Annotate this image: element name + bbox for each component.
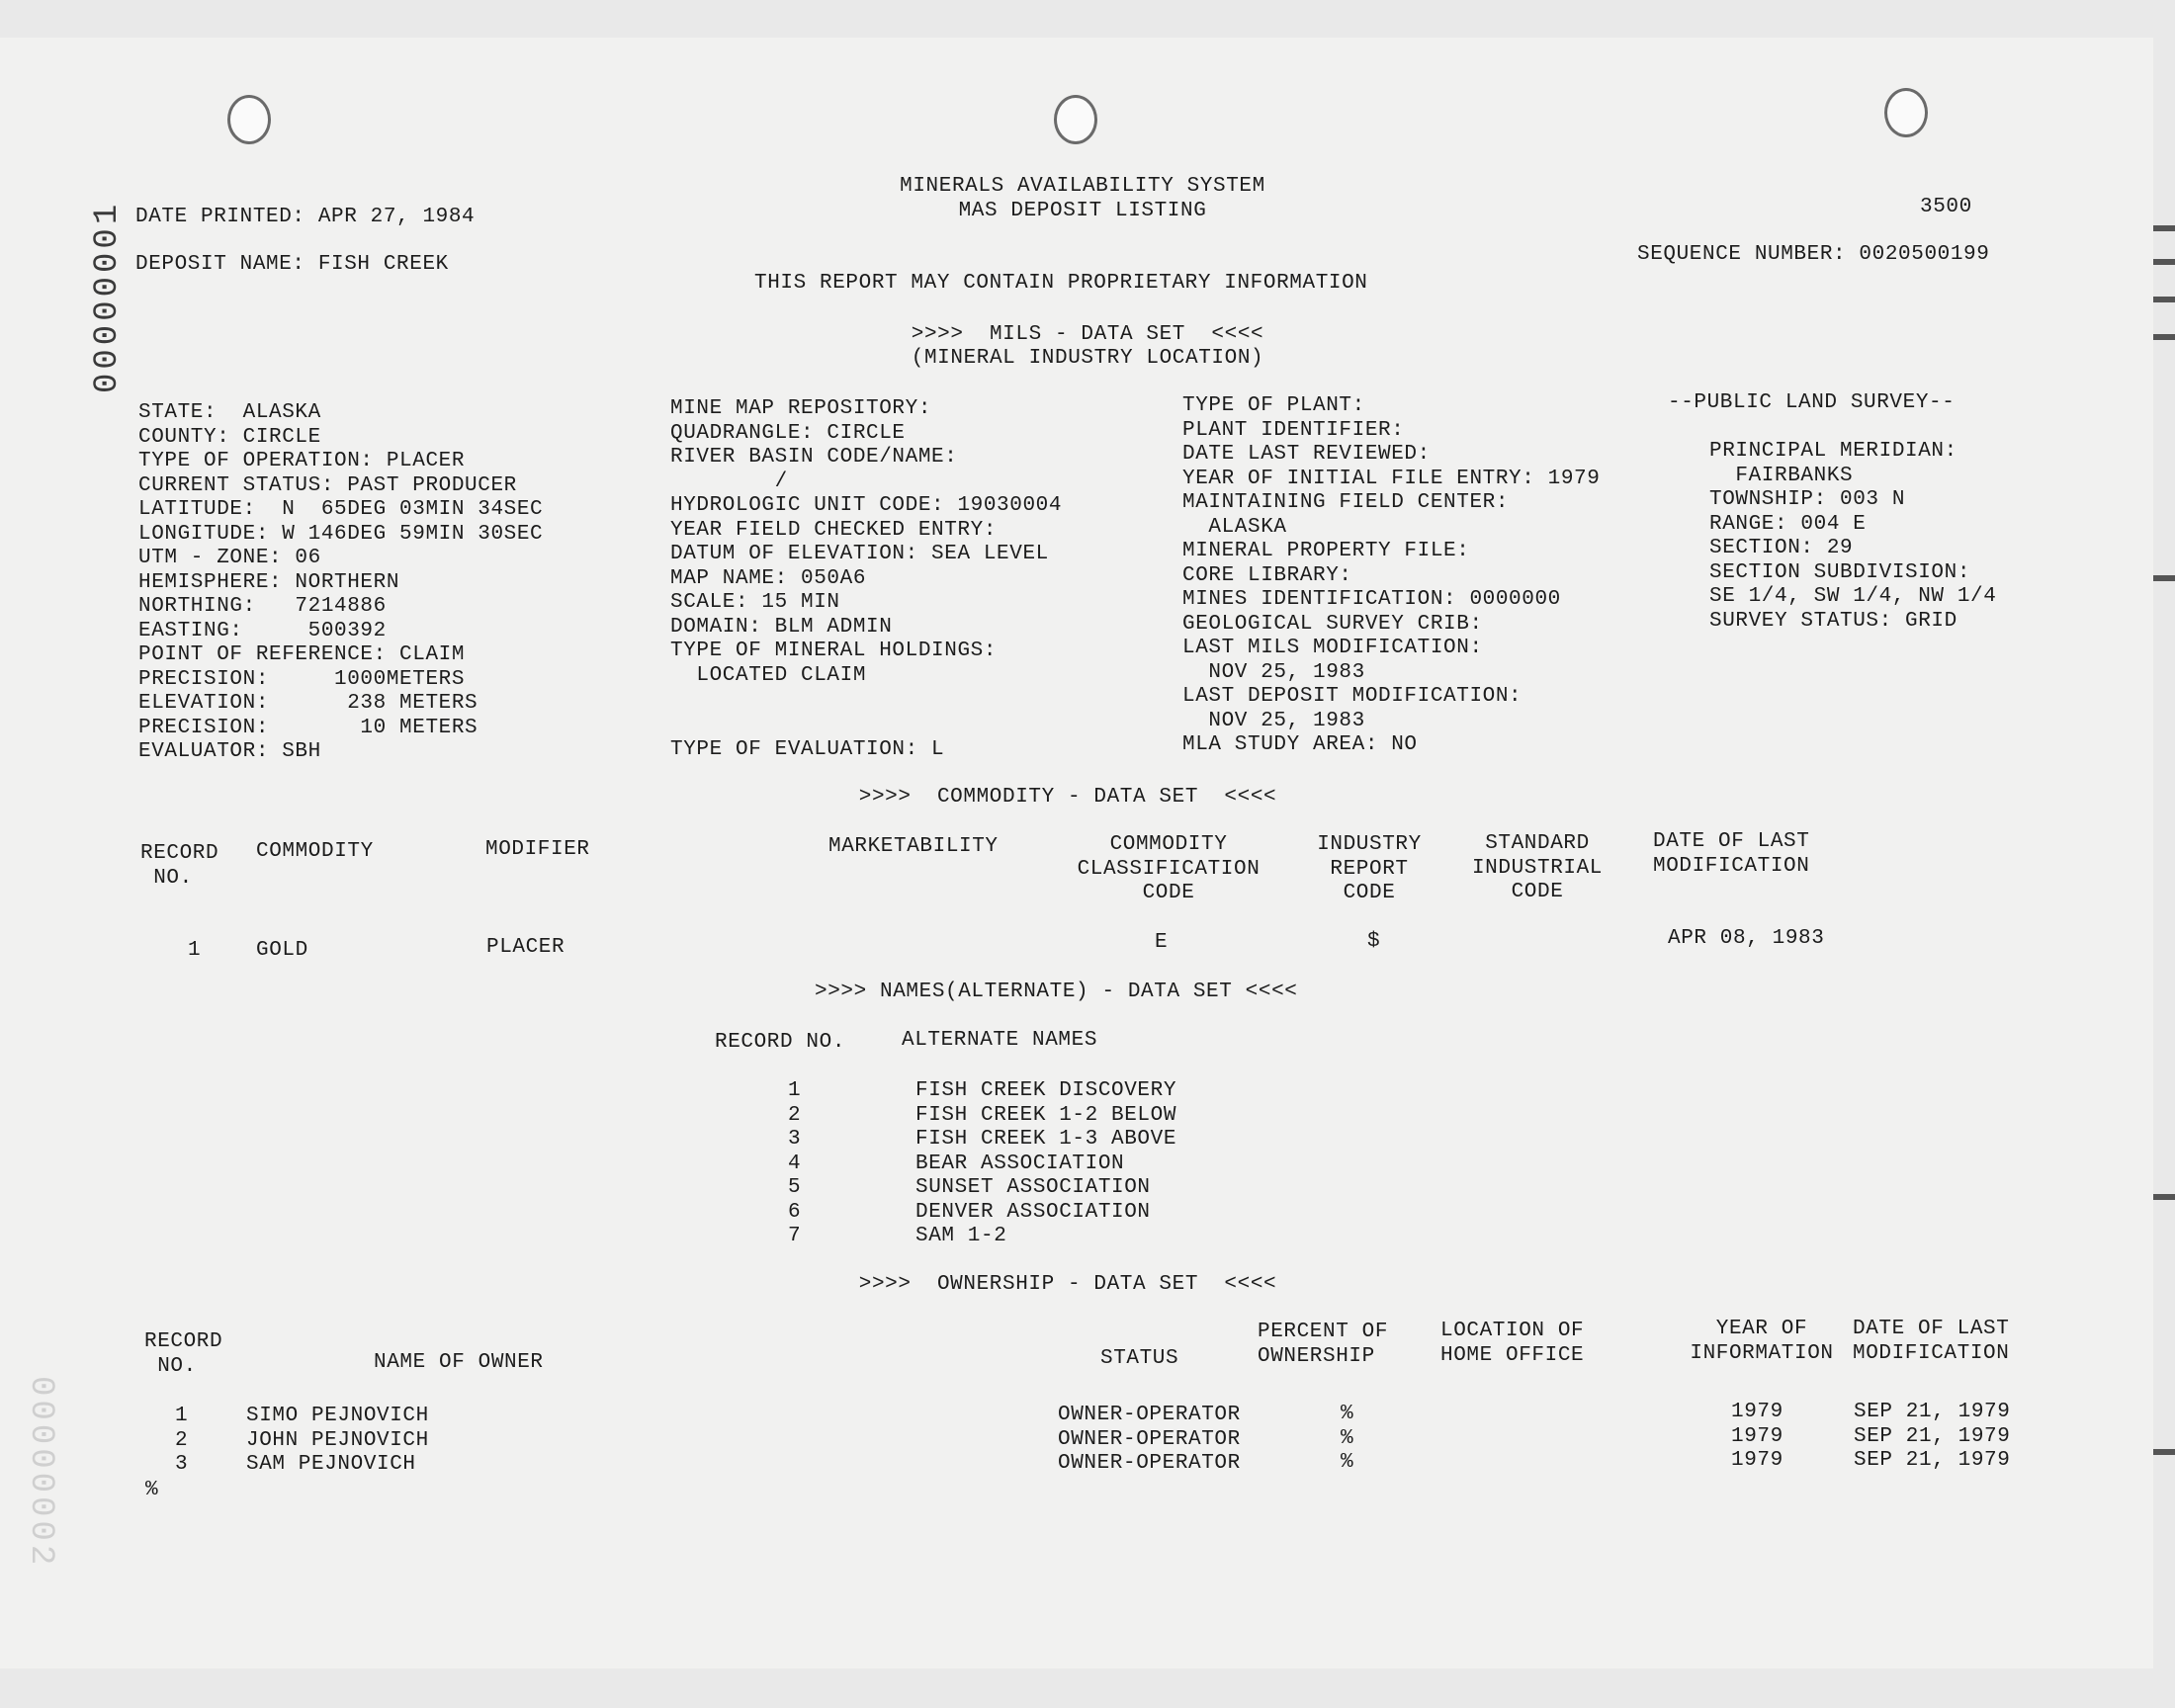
public-land-survey-field: SURVEY STATUS: GRID (1709, 609, 1958, 633)
mils-file-field: CORE LIBRARY: (1182, 563, 1352, 587)
public-land-survey-field: PRINCIPAL MERIDIAN: (1709, 440, 1958, 463)
alternate-name: DENVER ASSOCIATION (915, 1200, 1151, 1224)
commodity-row-modifier: PLACER (486, 936, 566, 959)
mils-file-field: DATE LAST REVIEWED: (1182, 443, 1431, 466)
public-land-survey-heading: --PUBLIC LAND SURVEY-- (1668, 391, 1956, 414)
mils-subheading: (MINERAL INDUSTRY LOCATION) (911, 347, 1264, 370)
proprietary-notice: THIS REPORT MAY CONTAIN PROPRIETARY INFORMATION (754, 272, 1368, 295)
commodity-row-date: APR 08, 1983 (1668, 927, 1825, 950)
ownership-col-status: STATUS (1100, 1347, 1179, 1370)
commodity-col-record: RECORD NO. (140, 842, 219, 890)
mils-file-field: MINES IDENTIFICATION: 0000000 (1182, 588, 1561, 611)
mils-map-field: DOMAIN: BLM ADMIN (670, 615, 893, 639)
owner-name: JOHN PEJNOVICH (246, 1428, 429, 1452)
scan-edge-mark (2153, 225, 2175, 231)
mils-map-field: / (670, 470, 788, 493)
names-col-names: ALTERNATE NAMES (902, 1029, 1098, 1052)
owner-percent: % (1341, 1426, 1354, 1450)
owner-date: SEP 21, 1979 (1854, 1449, 2011, 1472)
mils-location-field: EVALUATOR: SBH (138, 740, 321, 763)
ownership-col-percent: PERCENT OF OWNERSHIP (1258, 1321, 1389, 1368)
alternate-name: FISH CREEK DISCOVERY (915, 1079, 1177, 1102)
mils-location-field: TYPE OF OPERATION: PLACER (138, 450, 466, 472)
sequence-number: SEQUENCE NUMBER: 0020500199 (1637, 243, 1990, 266)
date-printed: DATE PRINTED: APR 27, 1984 (135, 206, 476, 228)
system-title: MINERALS AVAILABILITY SYSTEM (900, 175, 1265, 198)
mils-map-field: HYDROLOGIC UNIT CODE: 19030004 (670, 494, 1063, 517)
alternate-name: BEAR ASSOCIATION (915, 1152, 1125, 1175)
alternate-name-record: 6 (788, 1200, 802, 1224)
mils-file-field: NOV 25, 1983 (1182, 660, 1365, 684)
public-land-survey-field: SE 1/4, SW 1/4, NW 1/4 (1709, 585, 1997, 608)
mils-map-field: LOCATED CLAIM (670, 663, 867, 687)
mils-location-field: COUNTY: CIRCLE (138, 425, 321, 449)
alternate-name: SAM 1-2 (915, 1225, 1007, 1247)
punch-hole-left (227, 95, 271, 144)
mils-map-field: DATUM OF ELEVATION: SEA LEVEL (670, 543, 1049, 565)
owner-status: OWNER-OPERATOR (1058, 1427, 1241, 1451)
mils-file-field: ALASKA (1182, 515, 1287, 539)
alternate-name-record: 5 (788, 1176, 802, 1199)
mils-location-field: LONGITUDE: W 146DEG 59MIN 30SEC (138, 522, 544, 546)
mils-map-field: QUADRANGLE: CIRCLE (670, 421, 906, 445)
commodity-col-sic: STANDARD INDUSTRIAL CODE (1471, 832, 1604, 903)
mils-file-field: LAST DEPOSIT MODIFICATION: (1182, 685, 1522, 708)
commodity-col-modifier: MODIFIER (485, 838, 590, 861)
mils-heading: >>>> MILS - DATA SET <<<< (911, 323, 1264, 346)
mils-map-field: SCALE: 15 MIN (670, 591, 840, 614)
commodity-col-classification: COMMODITY CLASSIFICATION CODE (1077, 833, 1261, 904)
mils-location-field: PRECISION: 1000METERS (138, 667, 466, 691)
footer-mark: % (145, 1479, 159, 1501)
alternate-name-record: 7 (788, 1225, 802, 1247)
commodity-heading: >>>> COMMODITY - DATA SET <<<< (858, 786, 1277, 809)
page-number: 3500 (1920, 196, 1972, 218)
commodity-row-classification: E (1155, 931, 1169, 954)
ownership-heading: >>>> OWNERSHIP - DATA SET <<<< (858, 1273, 1277, 1296)
ownership-col-location: LOCATION OF HOME OFFICE (1440, 1320, 1585, 1367)
ownership-col-year: YEAR OF INFORMATION (1690, 1318, 1834, 1365)
owner-date: SEP 21, 1979 (1854, 1424, 2011, 1448)
owner-date: SEP 21, 1979 (1854, 1401, 2011, 1423)
alternate-name: FISH CREEK 1-3 ABOVE (915, 1128, 1177, 1151)
mils-file-field: TYPE OF PLANT: (1182, 394, 1365, 417)
mils-location-field: HEMISPHERE: NORTHERN (138, 570, 400, 594)
commodity-col-marketability: MARKETABILITY (828, 835, 999, 858)
mils-map-field: RIVER BASIN CODE/NAME: (670, 446, 958, 469)
mils-map-field: MAP NAME: 050A6 (670, 566, 867, 590)
frame-number-bottom: 00000002 (22, 1376, 59, 1570)
alternate-name: FISH CREEK 1-2 BELOW (915, 1103, 1177, 1127)
mils-location-field: UTM - ZONE: 06 (138, 547, 321, 569)
owner-name: SAM PEJNOVICH (246, 1453, 416, 1476)
mils-location-field: CURRENT STATUS: PAST PRODUCER (138, 473, 517, 497)
mils-location-field: ELEVATION: 238 METERS (138, 692, 478, 715)
frame-number-top: 00000001 (89, 200, 127, 393)
names-col-record: RECORD NO. (715, 1031, 846, 1054)
owner-year: 1979 (1731, 1424, 1784, 1448)
owner-percent: % (1341, 1403, 1354, 1425)
scan-edge-mark (2153, 297, 2175, 302)
ownership-col-owner: NAME OF OWNER (374, 1351, 544, 1374)
public-land-survey-field: TOWNSHIP: 003 N (1709, 488, 1906, 511)
punch-hole-right (1884, 88, 1928, 137)
ownership-col-record: RECORD NO. (144, 1330, 223, 1378)
owner-status: OWNER-OPERATOR (1058, 1452, 1241, 1475)
mils-location-field: NORTHING: 7214886 (138, 595, 387, 618)
listing-title: MAS DEPOSIT LISTING (958, 200, 1207, 222)
scan-edge-mark (2153, 334, 2175, 340)
commodity-col-commodity: COMMODITY (256, 840, 374, 863)
commodity-col-industry: INDUSTRY REPORT CODE (1317, 833, 1422, 904)
owner-record: 2 (175, 1428, 189, 1452)
mils-location-field: STATE: ALASKA (138, 401, 321, 424)
commodity-row-industry: $ (1367, 930, 1381, 953)
alternate-name-record: 2 (788, 1103, 802, 1127)
alternate-name-record: 3 (788, 1128, 802, 1151)
mils-file-field: MAINTAINING FIELD CENTER: (1182, 491, 1510, 514)
punch-hole-center (1054, 95, 1097, 144)
owner-year: 1979 (1731, 1401, 1784, 1423)
commodity-row-name: GOLD (256, 939, 308, 962)
mils-map-field: TYPE OF MINERAL HOLDINGS: (670, 640, 998, 662)
type-of-evaluation: TYPE OF EVALUATION: L (670, 738, 945, 761)
scan-edge-mark (2153, 575, 2175, 581)
scan-edge-mark (2153, 1194, 2175, 1200)
mils-file-field: MINERAL PROPERTY FILE: (1182, 540, 1470, 562)
public-land-survey-field: SECTION SUBDIVISION: (1709, 560, 1971, 584)
mils-file-field: NOV 25, 1983 (1182, 709, 1365, 732)
owner-year: 1979 (1731, 1449, 1784, 1472)
mils-file-field: YEAR OF INITIAL FILE ENTRY: 1979 (1182, 467, 1601, 490)
mils-file-field: PLANT IDENTIFIER: (1182, 418, 1405, 442)
public-land-survey-field: FAIRBANKS (1709, 464, 1854, 487)
alternate-name-record: 4 (788, 1152, 802, 1175)
alternate-name-record: 1 (788, 1079, 802, 1102)
owner-name: SIMO PEJNOVICH (246, 1405, 429, 1427)
mils-map-field: YEAR FIELD CHECKED ENTRY: (670, 518, 998, 542)
commodity-col-date: DATE OF LAST MODIFICATION (1653, 830, 1810, 878)
mils-file-field: MLA STUDY AREA: NO (1182, 733, 1418, 756)
ownership-col-date: DATE OF LAST MODIFICATION (1853, 1318, 2010, 1365)
owner-record: 3 (175, 1453, 189, 1476)
commodity-row-record: 1 (188, 939, 202, 962)
names-heading: >>>> NAMES(ALTERNATE) - DATA SET <<<< (815, 981, 1298, 1003)
mils-map-field: MINE MAP REPOSITORY: (670, 397, 932, 420)
mils-location-field: PRECISION: 10 METERS (138, 716, 478, 739)
alternate-name: SUNSET ASSOCIATION (915, 1176, 1151, 1199)
mils-file-field: GEOLOGICAL SURVEY CRIB: (1182, 612, 1483, 636)
mils-location-field: EASTING: 500392 (138, 619, 387, 642)
owner-percent: % (1341, 1451, 1354, 1474)
deposit-name: DEPOSIT NAME: FISH CREEK (135, 253, 449, 276)
owner-record: 1 (175, 1405, 189, 1427)
mils-location-field: POINT OF REFERENCE: CLAIM (138, 643, 466, 666)
scan-edge-mark (2153, 259, 2175, 265)
mils-location-field: LATITUDE: N 65DEG 03MIN 34SEC (138, 498, 544, 521)
owner-status: OWNER-OPERATOR (1058, 1404, 1241, 1426)
mils-file-field: LAST MILS MODIFICATION: (1182, 637, 1483, 659)
public-land-survey-field: RANGE: 004 E (1709, 512, 1867, 536)
scan-edge-mark (2153, 1449, 2175, 1455)
public-land-survey-field: SECTION: 29 (1709, 537, 1854, 559)
